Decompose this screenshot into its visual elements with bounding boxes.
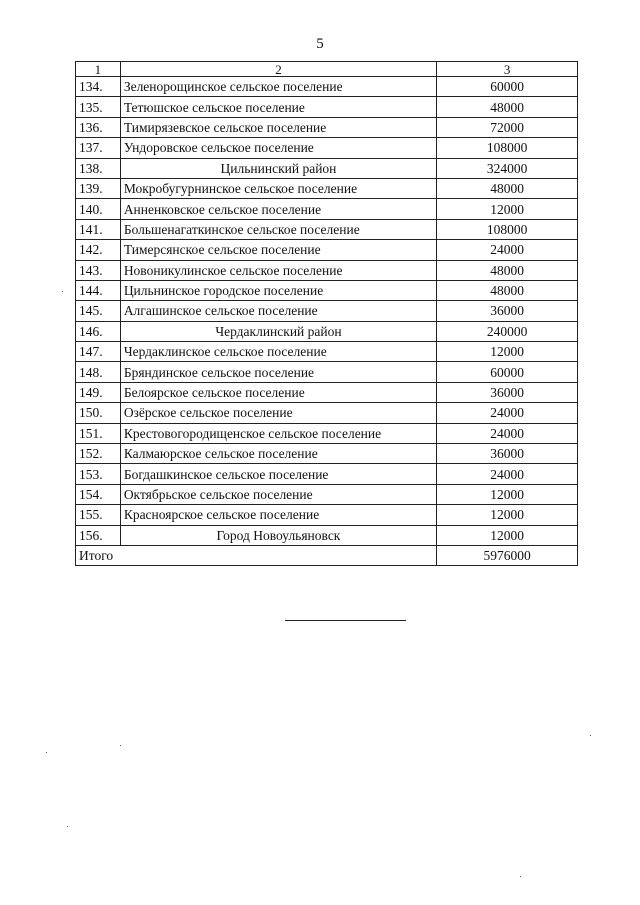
table-row bbox=[76, 280, 578, 300]
row-number: 139. bbox=[76, 178, 121, 198]
amount-value: 12000 bbox=[437, 505, 578, 525]
amount-value: 12000 bbox=[437, 342, 578, 362]
settlement-name: Тимерсянское сельское поселение bbox=[120, 240, 436, 260]
table-row bbox=[76, 382, 578, 402]
amount-value: 48000 bbox=[437, 260, 578, 280]
table-row bbox=[76, 117, 578, 137]
row-number: 149. bbox=[76, 382, 121, 402]
amount-value: 48000 bbox=[437, 280, 578, 300]
table-row bbox=[76, 219, 578, 239]
total-value: 5976000 bbox=[437, 545, 578, 565]
row-number: 137. bbox=[76, 138, 121, 158]
table-header-row bbox=[76, 62, 578, 77]
table-row bbox=[76, 301, 578, 321]
scan-speck bbox=[120, 745, 121, 746]
settlement-name: Мокробугурнинское сельское поселение bbox=[120, 178, 436, 198]
table-row bbox=[76, 505, 578, 525]
scan-speck bbox=[590, 735, 591, 736]
row-number: 155. bbox=[76, 505, 121, 525]
amount-value: 12000 bbox=[437, 199, 578, 219]
row-number: 150. bbox=[76, 403, 121, 423]
table-row bbox=[76, 321, 578, 341]
settlement-name: Красноярское сельское поселение bbox=[120, 505, 436, 525]
table-row bbox=[76, 444, 578, 464]
table-row bbox=[76, 199, 578, 219]
row-number: 152. bbox=[76, 444, 121, 464]
settlement-name: Чердаклинское сельское поселение bbox=[120, 342, 436, 362]
row-number: 154. bbox=[76, 484, 121, 504]
amount-value: 108000 bbox=[437, 138, 578, 158]
table-row bbox=[76, 138, 578, 158]
total-row bbox=[76, 545, 578, 565]
table-row bbox=[76, 240, 578, 260]
table-row bbox=[76, 158, 578, 178]
row-number: 156. bbox=[76, 525, 121, 545]
table-row bbox=[76, 97, 578, 117]
row-number: 138. bbox=[76, 158, 121, 178]
amount-value: 72000 bbox=[437, 117, 578, 137]
amount-value: 24000 bbox=[437, 240, 578, 260]
amount-value: 48000 bbox=[437, 97, 578, 117]
settlement-name: Крестовогородищенское сельское поселение bbox=[120, 423, 436, 443]
settlement-name: Цильнинский район bbox=[120, 158, 436, 178]
row-number: 148. bbox=[76, 362, 121, 382]
column-header-1: 1 bbox=[76, 62, 121, 77]
table-row bbox=[76, 77, 578, 97]
row-number: 135. bbox=[76, 97, 121, 117]
amount-value: 48000 bbox=[437, 178, 578, 198]
scan-speck bbox=[67, 826, 68, 827]
amount-value: 12000 bbox=[437, 525, 578, 545]
table-row bbox=[76, 260, 578, 280]
amount-value: 108000 bbox=[437, 219, 578, 239]
table-row bbox=[76, 423, 578, 443]
settlement-name: Белоярское сельское поселение bbox=[120, 382, 436, 402]
page-number: 5 bbox=[316, 36, 324, 52]
row-number: 145. bbox=[76, 301, 121, 321]
amount-value: 36000 bbox=[437, 301, 578, 321]
row-number: 140. bbox=[76, 199, 121, 219]
allocation-table bbox=[75, 61, 578, 566]
table-row bbox=[76, 484, 578, 504]
row-number: 143. bbox=[76, 260, 121, 280]
settlement-name: Новоникулинское сельское поселение bbox=[120, 260, 436, 280]
scan-speck bbox=[62, 291, 63, 292]
amount-value: 24000 bbox=[437, 403, 578, 423]
row-number: 141. bbox=[76, 219, 121, 239]
table-row bbox=[76, 525, 578, 545]
settlement-name: Зеленорощинское сельское поселение bbox=[120, 77, 436, 97]
settlement-name: Октябрьское сельское поселение bbox=[120, 484, 436, 504]
settlement-name: Город Новоульяновск bbox=[120, 525, 436, 545]
amount-value: 24000 bbox=[437, 423, 578, 443]
signature-line bbox=[285, 620, 406, 621]
scan-speck bbox=[520, 876, 521, 877]
amount-value: 324000 bbox=[437, 158, 578, 178]
amount-value: 240000 bbox=[437, 321, 578, 341]
column-header-2: 2 bbox=[120, 62, 436, 77]
row-number: 144. bbox=[76, 280, 121, 300]
settlement-name: Богдашкинское сельское поселение bbox=[120, 464, 436, 484]
settlement-name: Бряндинское сельское поселение bbox=[120, 362, 436, 382]
settlement-name: Большенагаткинское сельское поселение bbox=[120, 219, 436, 239]
amount-value: 36000 bbox=[437, 382, 578, 402]
settlement-name: Ундоровское сельское поселение bbox=[120, 138, 436, 158]
table-row bbox=[76, 342, 578, 362]
amount-value: 12000 bbox=[437, 484, 578, 504]
row-number: 136. bbox=[76, 117, 121, 137]
table-row bbox=[76, 403, 578, 423]
settlement-name: Тетюшское сельское поселение bbox=[120, 97, 436, 117]
table-row bbox=[76, 178, 578, 198]
settlement-name: Озёрское сельское поселение bbox=[120, 403, 436, 423]
column-header-3: 3 bbox=[437, 62, 578, 77]
settlement-name: Калмаюрское сельское поселение bbox=[120, 444, 436, 464]
amount-value: 36000 bbox=[437, 444, 578, 464]
amount-value: 24000 bbox=[437, 464, 578, 484]
row-number: 142. bbox=[76, 240, 121, 260]
row-number: 134. bbox=[76, 77, 121, 97]
row-number: 147. bbox=[76, 342, 121, 362]
row-number: 151. bbox=[76, 423, 121, 443]
row-number: 146. bbox=[76, 321, 121, 341]
settlement-name: Чердаклинский район bbox=[120, 321, 436, 341]
scan-speck bbox=[46, 752, 47, 753]
settlement-name: Алгашинское сельское поселение bbox=[120, 301, 436, 321]
total-label: Итого bbox=[76, 545, 437, 565]
settlement-name: Тимирязевское сельское поселение bbox=[120, 117, 436, 137]
settlement-name: Цильнинское городское поселение bbox=[120, 280, 436, 300]
table-row bbox=[76, 362, 578, 382]
settlement-name: Анненковское сельское поселение bbox=[120, 199, 436, 219]
table-row bbox=[76, 464, 578, 484]
amount-value: 60000 bbox=[437, 362, 578, 382]
amount-value: 60000 bbox=[437, 77, 578, 97]
row-number: 153. bbox=[76, 464, 121, 484]
